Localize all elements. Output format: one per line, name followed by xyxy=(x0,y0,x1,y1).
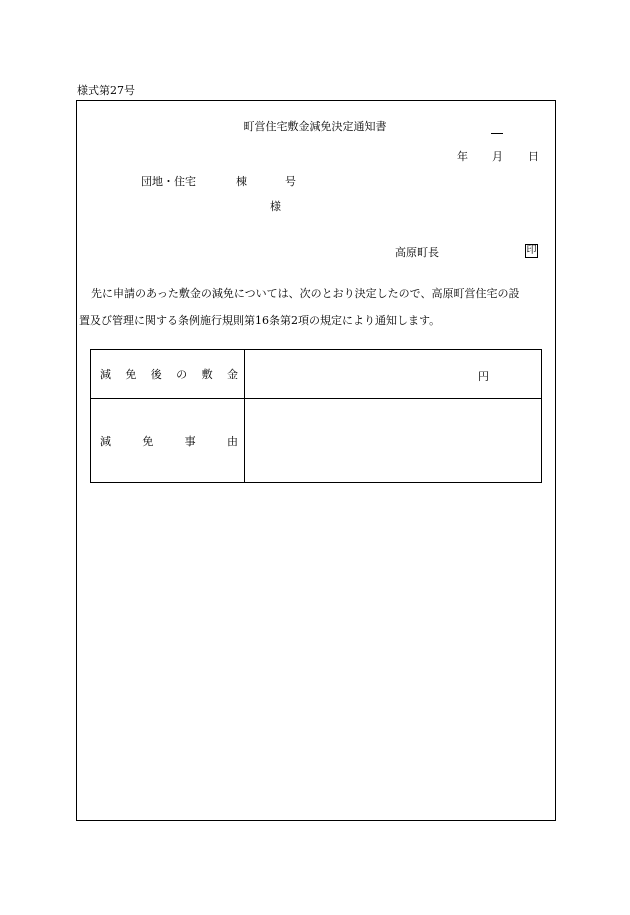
label-char: 免 xyxy=(142,434,154,448)
reduced-deposit-label-cell xyxy=(91,350,245,399)
label-char: 金 xyxy=(226,368,238,381)
issuer-title: 高原町長 xyxy=(395,246,439,259)
body-text-line-2: 置及び管理に関する条例施行規則第16条第2項の規定により通知します。 xyxy=(79,314,441,327)
reduced-deposit-amount-field[interactable] xyxy=(245,350,542,399)
reduced-deposit-label xyxy=(91,366,244,382)
reduction-reason-field[interactable] xyxy=(245,399,542,483)
date-month-label: 月 xyxy=(492,150,503,163)
label-char: 減 xyxy=(100,434,111,448)
reduction-reason-label xyxy=(91,433,244,449)
label-char: 事 xyxy=(184,434,196,448)
body-text-line-1: 先に申請のあった敷金の減免については、次のとおり決定したので、高原町営住宅の設 xyxy=(91,287,520,300)
date-year-label: 年 xyxy=(457,150,468,163)
table-row-reduction-reason xyxy=(91,399,542,483)
label-char: 敷 xyxy=(201,368,213,381)
document-title: 町営住宅敷金減免決定通知書 xyxy=(243,120,387,133)
unit-number-label: 号 xyxy=(285,175,296,188)
reduction-reason-label-cell xyxy=(91,399,245,483)
table-row-reduced-deposit xyxy=(91,350,542,399)
label-char: 後 xyxy=(150,368,162,381)
label-char: 由 xyxy=(226,434,238,448)
label-char: の xyxy=(176,368,188,381)
yen-unit-label: 円 xyxy=(478,370,489,383)
label-char: 免 xyxy=(125,368,137,381)
date-dash-line xyxy=(491,133,503,134)
date-day-label: 日 xyxy=(528,150,539,163)
form-number: 様式第27号 xyxy=(77,84,135,97)
addressee-honorific: 様 xyxy=(270,200,281,213)
seal-stamp-box: 印 xyxy=(526,245,537,256)
decision-detail-table xyxy=(90,349,542,483)
label-char: 減 xyxy=(100,368,111,381)
building-label: 棟 xyxy=(236,175,247,188)
housing-complex-label: 団地・住宅 xyxy=(141,175,196,188)
